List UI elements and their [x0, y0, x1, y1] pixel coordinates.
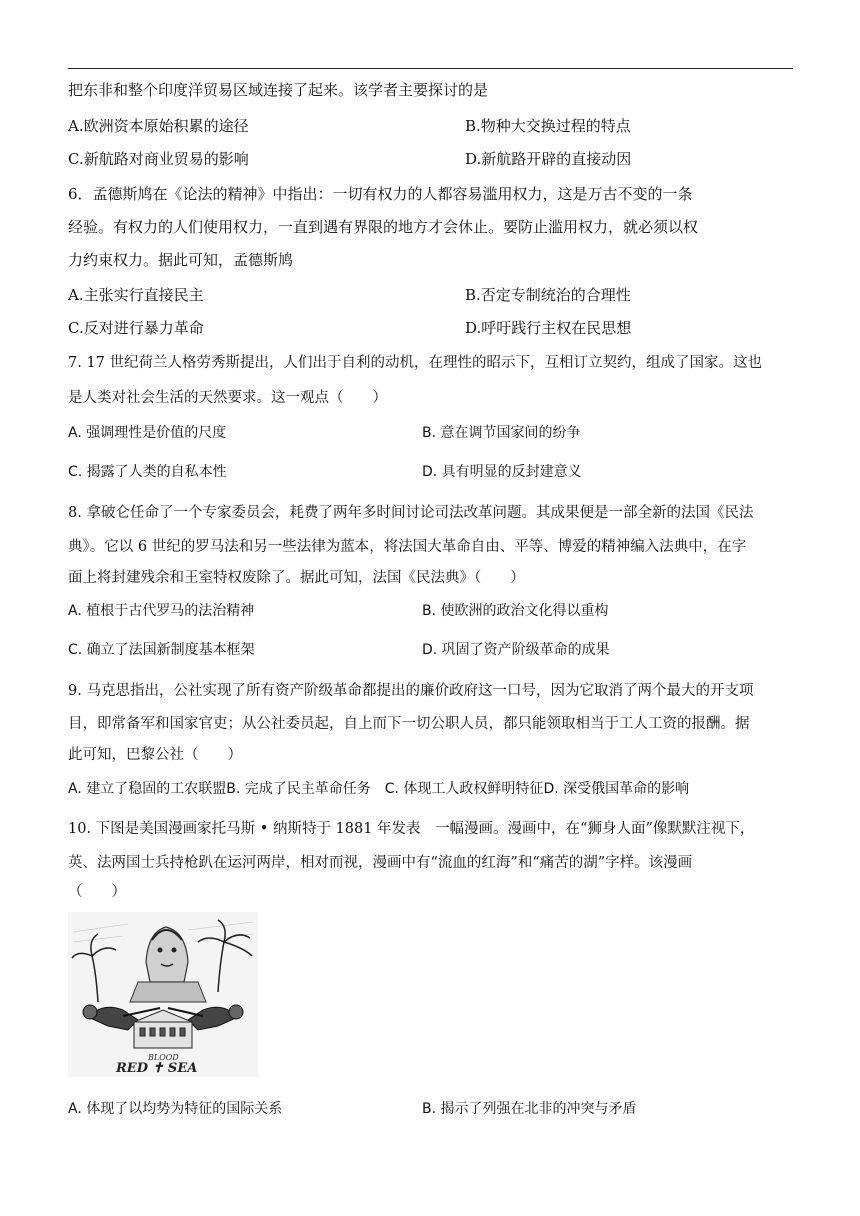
q5-stem: 把东非和整个印度洋贸易区域连接了起来。该学者主要探讨的是 [68, 81, 489, 99]
q6-stem-line-2: 经验。有权力的人们使用权力，一直到遇有界限的地方才会休止。要防止滥用权力，就必须以权 [68, 218, 699, 236]
q8-stem-line-2: 典》。它以 6 世纪的罗马法和另一些法律为蓝本，将法国大革命自由、平等、博爱的精神编入法典中，在字 [68, 539, 747, 555]
q5-option-a[interactable]: A.欧洲资本原始积累的途径 [68, 117, 249, 135]
svg-text:RED ✝ SEA: RED ✝ SEA [116, 1061, 198, 1076]
q9-option-b[interactable]: B. 完成了民主革命任务 [226, 781, 371, 797]
q8-stem-line-3: 面上将封建残余和王室特权废除了。据此可知，法国《民法典》（ ） [68, 570, 525, 586]
q7-option-b[interactable]: B. 意在调节国家间的纷争 [422, 425, 581, 441]
q8-option-b[interactable]: B. 使欧洲的政治文化得以重构 [422, 603, 609, 619]
q8-option-d[interactable]: D. 巩固了资产阶级革命的成果 [422, 642, 610, 658]
q9-stem-line-1: 9. 马克思指出，公社实现了所有资产阶级革命都提出的廉价政府这一口号，因为它取消了两个最大的开支项 [68, 683, 754, 699]
q10-option-b[interactable]: B. 揭示了列强在北非的冲突与矛盾 [422, 1101, 637, 1117]
q8-stem-line-1: 8. 拿破仑任命了一个专家委员会，耗费了两年多时间讨论司法改革问题。其成果便是一部全新的法国《民法 [68, 505, 754, 521]
q5-option-c[interactable]: C.新航路对商业贸易的影响 [68, 150, 249, 168]
q10-stem-line-2: 英、法两国士兵持枪趴在运河两岸，相对而视，漫画中有“流血的红海”和“痛苦的湖”字样。该漫画 [68, 855, 693, 871]
q9-option-c[interactable]: C. 体现工人政权鲜明特征 [384, 781, 544, 797]
svg-text:BLOOD: BLOOD [148, 1053, 179, 1062]
header-rule [68, 68, 793, 69]
q10-stem-line-1: 10. 下图是美国漫画家托马斯 • 纳斯特于 1881 年发表 一幅漫画。漫画中，在“狮身人面”像默默注视下， [68, 821, 755, 837]
q10-option-a[interactable]: A. 体现了以均势为特征的国际关系 [68, 1101, 283, 1117]
q7-stem-line-1: 7. 17 世纪荷兰人格劳秀斯提出，人们出于自利的动机，在理性的昭示下，互相订立契约，组成了国家。这也 [68, 355, 762, 371]
q7-stem-line-2: 是人类对社会生活的天然要求。这一观点（ ） [68, 390, 387, 406]
q7-option-c[interactable]: C. 揭露了人类的自私本性 [68, 464, 227, 480]
q8-option-c[interactable]: C. 确立了法国新制度基本框架 [68, 642, 255, 658]
q6-option-d[interactable]: D.呼吁践行主权在民思想 [465, 319, 632, 337]
q5-option-b[interactable]: B.物种大交换过程的特点 [465, 117, 631, 135]
q6-option-a[interactable]: A.主张实行直接民主 [68, 286, 204, 304]
q9-options-row [68, 779, 689, 799]
q7-option-a[interactable]: A. 强调理性是价值的尺度 [68, 425, 227, 441]
q6-option-c[interactable]: C.反对进行暴力革命 [68, 319, 204, 337]
q6-option-b[interactable]: B.否定专制统治的合理性 [465, 286, 631, 304]
q9-option-d[interactable]: D. 深受俄国革命的影响 [543, 781, 690, 797]
cartoon-image [68, 912, 258, 1077]
q10-stem-line-3: （ ） [68, 884, 126, 900]
q5-option-d[interactable]: D.新航路开辟的直接动因 [465, 150, 632, 168]
q8-option-a[interactable]: A. 植根于古代罗马的法治精神 [68, 603, 255, 619]
q7-option-d[interactable]: D. 具有明显的反封建意义 [422, 464, 582, 480]
q6-stem-line-3: 力约束权力。据此可知，孟德斯鸠 [68, 251, 294, 269]
q9-stem-line-2: 目，即常备军和国家官吏；从公社委员起，自上而下一切公职人员，都只能领取相当于工人工资的报酬。据 [68, 716, 750, 732]
q9-stem-line-3: 此可知，巴黎公社（ ） [68, 747, 242, 763]
q6-stem-line-1: 6．孟德斯鸠在《论法的精神》中指出：一切有权力的人都容易滥用权力，这是万古不变的一条 [68, 185, 693, 203]
q9-option-a[interactable]: A. 建立了稳固的工农联盟 [68, 781, 227, 797]
